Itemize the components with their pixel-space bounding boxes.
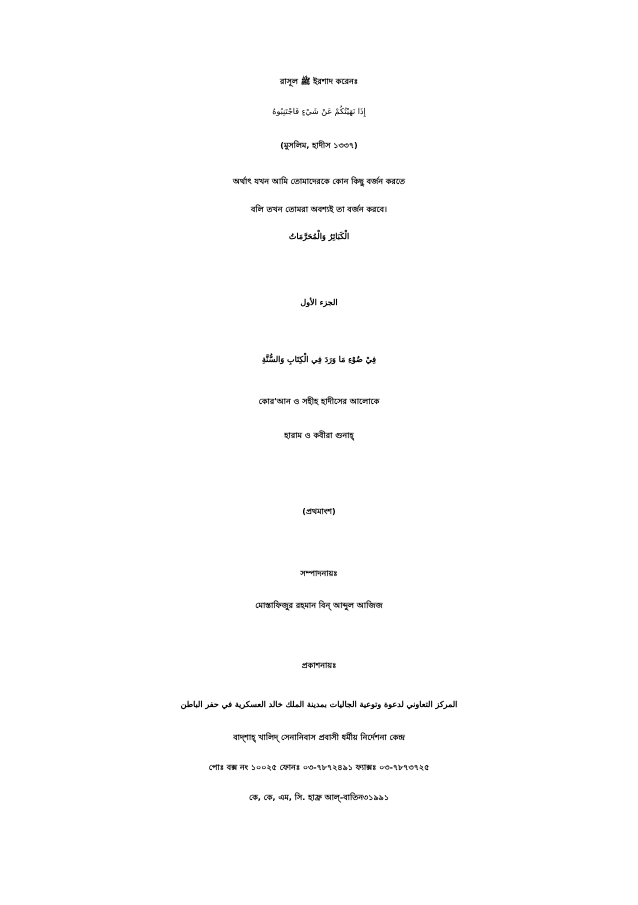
publisher-address: কে, কে, এম, সি. হাফ্র আল্-বাতিন৩১৯৯১ bbox=[248, 793, 390, 802]
intro-line: রাসূল ﷺ ইরশাদ করেনঃ bbox=[279, 77, 359, 86]
main-title: হারাম ও কবীরা গুনাহ্ bbox=[284, 431, 354, 440]
arabic-part-label: الجزء الأول bbox=[300, 297, 338, 307]
arabic-subtitle: فِيْ ضُوْءِ مَا وَرَدَ فِي الْكِتَابِ وَالسُّنَّةِ bbox=[261, 354, 377, 364]
translation-line-2: বলি তখন তোমরা অবশ্যই তা বর্জন করবে। bbox=[250, 205, 387, 214]
publisher-bengali-name: বাদ্শাহ্ খালিদ্ সেনানিবাস প্রবাসী ধর্মীয় নির্দেশনা কেন্দ্র bbox=[233, 733, 405, 742]
translation-line-1: অর্থাৎ যখন আমি তোমাদেরকে কোন কিছু বর্জন করতে bbox=[232, 177, 406, 186]
hadith-reference: (মুসলিম, হাদীস ১৩৩৭) bbox=[280, 141, 358, 150]
publisher-contact: পোঃ বক্স নং ১০০২৫ ফোনঃ ০৩-৭৮৭২৪৯১ ফ্যাক্সঃ ০৩-৭৮৭৩৭২৫ bbox=[208, 763, 430, 772]
publisher-label: প্রকাশনায়ঃ bbox=[301, 661, 337, 670]
editor-name: মোস্তাফিজুর রহমান বিন্ আব্দুল আজিজ bbox=[255, 601, 383, 610]
bengali-subtitle: কোর'আন ও সহীহ হাদীসের আলোকে bbox=[258, 397, 380, 406]
bengali-part-label: (প্রথমাংশ) bbox=[302, 507, 336, 516]
publisher-arabic-name: المركز التعاوني لدعوة وتوعية الجاليات بمدينة الملك خالد العسكرية في حفر الباطن bbox=[180, 699, 458, 709]
hadith-arabic: إِذَا نَهَيْتُكُمْ عَنْ شَيْءٍ فَاجْتَنِبُوهُ bbox=[272, 107, 366, 116]
editor-label: সম্পাদনায়ঃ bbox=[300, 569, 338, 578]
arabic-title: الْكَبَائِرُ وَالْمُحَرَّمَاتُ bbox=[288, 231, 350, 241]
